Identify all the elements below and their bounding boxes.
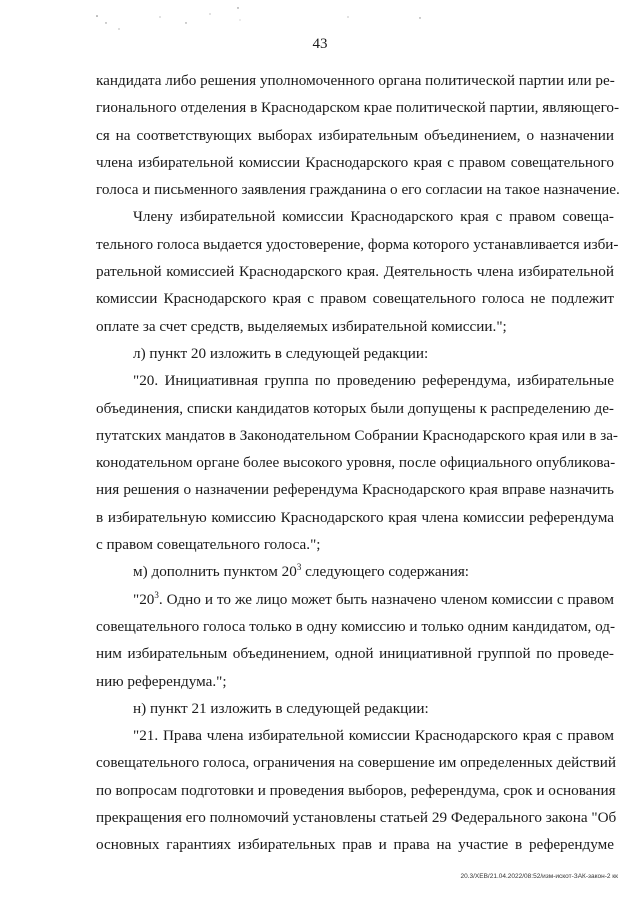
text-line: путатских мандатов в Законодательном Собрании Краснодарского края или в за- xyxy=(96,426,618,444)
paragraph-item-n xyxy=(96,695,614,722)
text-line: тельного голоса выдается удостоверение, форма которого устанавливается изби- xyxy=(96,235,619,253)
document-footer-code: 20.3/ХЕВ/21.04.2022/08:52/изм-искот-ЗАК-закон-2 кк xyxy=(460,873,618,880)
text-line: нию референдума."; xyxy=(96,672,227,690)
text-line: основных гарантиях избирательных прав и права на участие в референдуме xyxy=(96,836,614,854)
text-fragment: следующего содержания: xyxy=(301,563,470,581)
text-line xyxy=(96,558,614,585)
paragraph-point-20 xyxy=(96,367,618,558)
paragraph-continuation xyxy=(96,67,620,203)
text-line: с правом совещательного голоса."; xyxy=(96,536,321,554)
text-line xyxy=(96,586,614,613)
text-fragment: "20 xyxy=(133,590,155,608)
paragraph-certificate xyxy=(96,203,619,339)
text-line: комиссии Краснодарского края с правом совещательного голоса не подлежит xyxy=(96,290,614,308)
text-line: ния решения о назначении референдума Краснодарского края вправе назначить xyxy=(96,481,614,499)
page-number: 43 xyxy=(312,36,328,52)
text-line: совещательного голоса, ограничения на совершение им определенных действий xyxy=(96,754,617,772)
text-line: н) пункт 21 изложить в следующей редакции: xyxy=(133,699,429,717)
text-line: объединения, списки кандидатов которых были допущены к распределению де- xyxy=(96,399,614,417)
document-body xyxy=(96,67,620,859)
text-line: кандидата либо решения уполномоченного органа политической партии или ре- xyxy=(96,72,615,89)
paragraph-item-m xyxy=(96,558,614,585)
text-line: в избирательную комиссию Краснодарского края члена комиссии референдума xyxy=(96,508,614,526)
text-fragment: . Одно и то же лицо может быть назначено членом комиссии с правом xyxy=(158,590,614,608)
text-line: оплате за счет средств, выделяемых избирательной комиссии."; xyxy=(96,317,507,335)
superscript: 3 xyxy=(296,562,302,573)
text-line: по вопросам подготовки и проведения выборов, референдума, срок и основания xyxy=(96,781,616,799)
paragraph-point-20-3 xyxy=(96,586,614,695)
text-line: голоса и письменного заявления гражданина о его согласии на такое назначение. xyxy=(96,181,620,199)
text-line: гионального отделения в Краснодарском крае политической партии, являющего- xyxy=(96,99,620,117)
superscript: 3 xyxy=(154,589,159,600)
text-line: л) пункт 20 изложить в следующей редакции: xyxy=(133,344,429,362)
paragraph-item-l xyxy=(96,340,614,367)
text-fragment: м) дополнить пунктом 20 xyxy=(133,563,297,581)
text-line: рательной комиссией Краснодарского края. Деятельность члена избирательной xyxy=(96,263,614,281)
paragraph-point-21 xyxy=(96,722,617,858)
text-line: "21. Права члена избирательной комиссии Краснодарского края с правом xyxy=(133,727,614,745)
text-line: "20. Инициативная группа по проведению референдума, избирательные xyxy=(133,372,614,390)
text-line: ся на соответствующих выборах избирательным объединением, о назначении xyxy=(96,126,614,144)
text-line: Члену избирательной комиссии Краснодарского края с правом совеща- xyxy=(133,208,614,226)
text-line: члена избирательной комиссии Краснодарского края с правом совещательного xyxy=(96,153,614,171)
text-line: конодательном органе более высокого уровня, после официального опубликова- xyxy=(96,454,616,472)
text-line: ним избирательным объединением, одной инициативной группой по проведе- xyxy=(96,645,614,663)
text-line: прекращения его полномочий установлены статьей 29 Федерального закона "Об xyxy=(96,809,617,827)
text-line: совещательного голоса только в одну комиссию и только одним кандидатом, од- xyxy=(96,617,616,635)
